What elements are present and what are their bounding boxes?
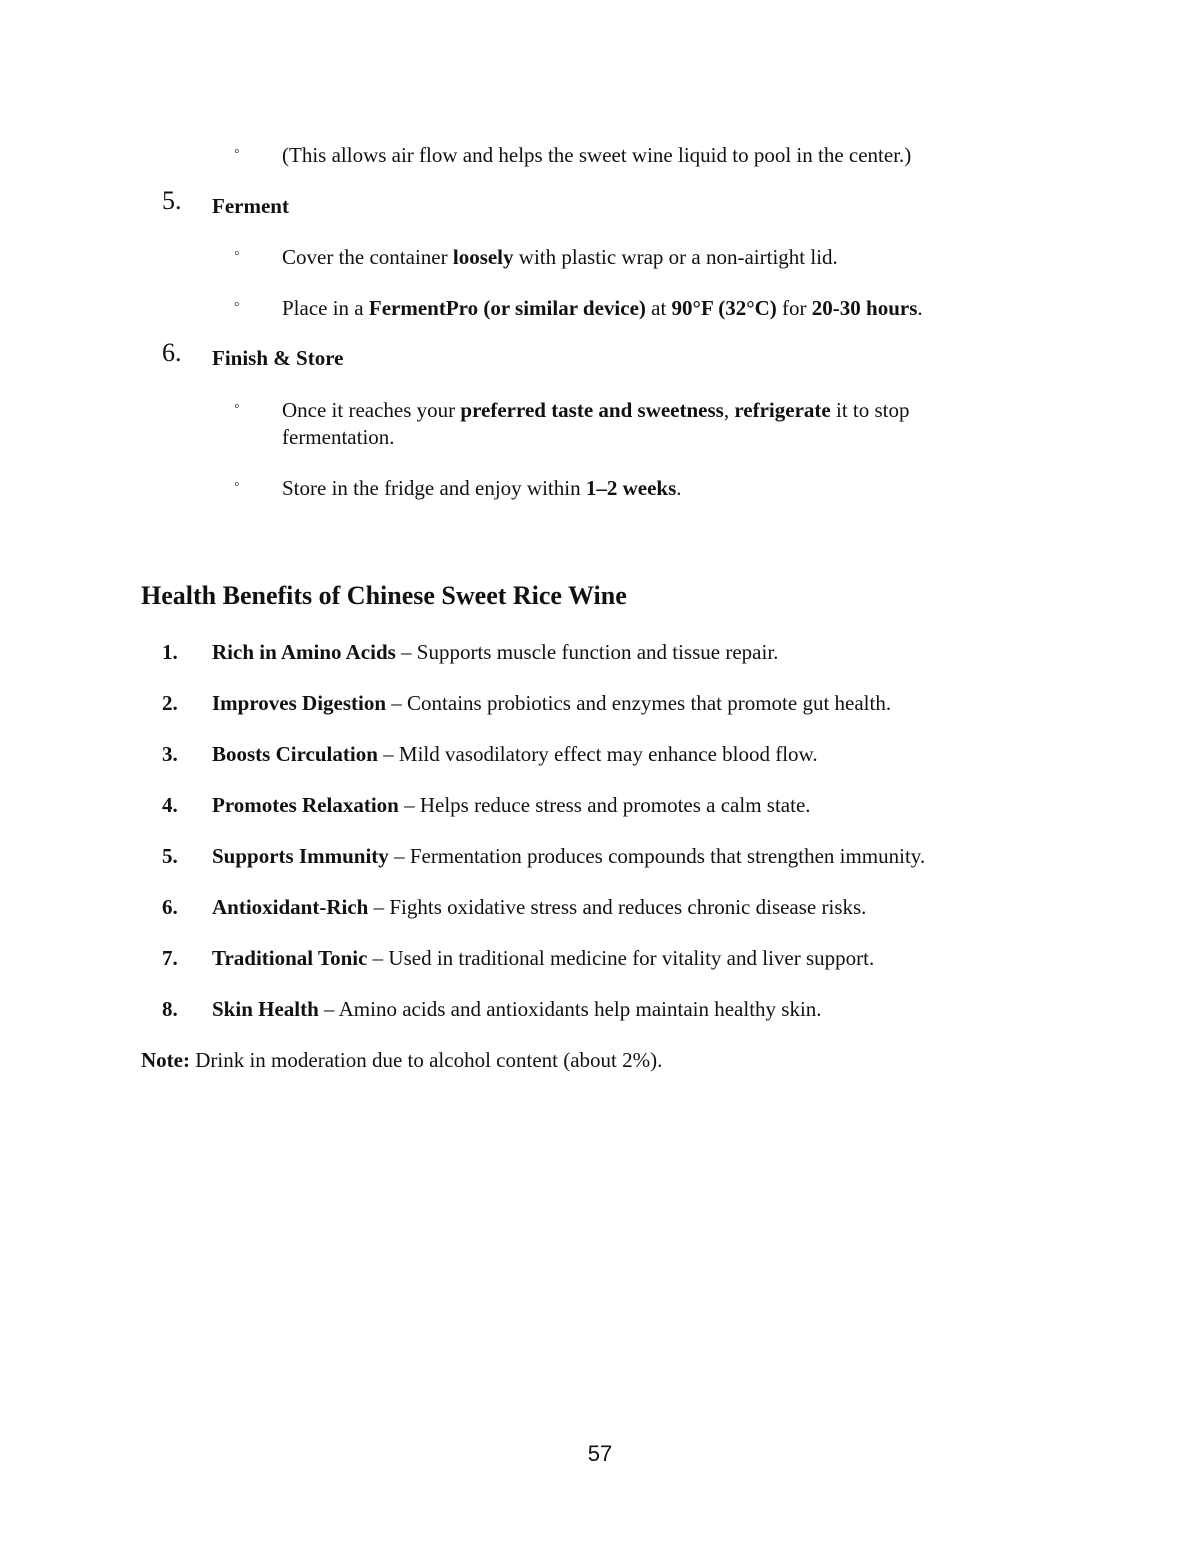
note-label: Note: bbox=[141, 1048, 190, 1072]
sub-bullet-icon: ◦ bbox=[234, 296, 240, 313]
benefit-number: 4. bbox=[162, 793, 178, 817]
benefit-number: 1. bbox=[162, 640, 178, 664]
benefit-number: 5. bbox=[162, 844, 178, 868]
benefit-number: 3. bbox=[162, 742, 178, 766]
page-number: 57 bbox=[587, 1441, 613, 1466]
benefit-number: 7. bbox=[162, 946, 178, 970]
benefit-item: Promotes Relaxation – Helps reduce stress and promotes a calm state. bbox=[212, 793, 811, 817]
sub-bullet-icon: ◦ bbox=[234, 476, 240, 493]
sub-step-text-line2: fermentation. bbox=[282, 425, 395, 449]
sub-step-text: Store in the fridge and enjoy within 1–2 weeks. bbox=[282, 476, 682, 500]
benefit-item: Skin Health – Amino acids and antioxidants help maintain healthy skin. bbox=[212, 997, 822, 1021]
sub-bullet-icon: ◦ bbox=[234, 398, 240, 415]
benefit-item: Antioxidant-Rich – Fights oxidative stress and reduces chronic disease risks. bbox=[212, 895, 867, 919]
benefit-number: 8. bbox=[162, 997, 178, 1021]
sub-step-text: Place in a FermentPro (or similar device) at 90°F (32°C) for 20-30 hours. bbox=[282, 296, 923, 320]
step-number: 6. bbox=[162, 338, 182, 367]
sub-step-text: Cover the container loosely with plastic wrap or a non-airtight lid. bbox=[282, 245, 838, 269]
step-title: Finish & Store bbox=[212, 346, 344, 370]
benefit-number: 2. bbox=[162, 691, 178, 715]
section-heading: Health Benefits of Chinese Sweet Rice Wine bbox=[141, 581, 627, 610]
step-number: 5. bbox=[162, 186, 182, 215]
sub-step-text: (This allows air flow and helps the sweet wine liquid to pool in the center.) bbox=[282, 143, 912, 167]
sub-bullet-icon: ◦ bbox=[234, 245, 240, 262]
step-title: Ferment bbox=[212, 194, 289, 218]
note-text: Drink in moderation due to alcohol content (about 2%). bbox=[189, 1048, 663, 1072]
benefit-item: Boosts Circulation – Mild vasodilatory effect may enhance blood flow. bbox=[212, 742, 818, 766]
note bbox=[141, 1047, 662, 1073]
sub-step-text: Once it reaches your preferred taste and sweetness, refrigerate it to stop bbox=[282, 398, 910, 422]
benefit-item: Improves Digestion – Contains probiotics and enzymes that promote gut health. bbox=[212, 691, 892, 715]
benefit-item: Rich in Amino Acids – Supports muscle function and tissue repair. bbox=[212, 640, 779, 664]
sub-bullet-icon: ◦ bbox=[234, 143, 240, 160]
benefit-item: Traditional Tonic – Used in traditional medicine for vitality and liver support. bbox=[212, 946, 875, 970]
benefit-item: Supports Immunity – Fermentation produces compounds that strengthen immunity. bbox=[212, 844, 926, 868]
benefit-number: 6. bbox=[162, 895, 178, 919]
